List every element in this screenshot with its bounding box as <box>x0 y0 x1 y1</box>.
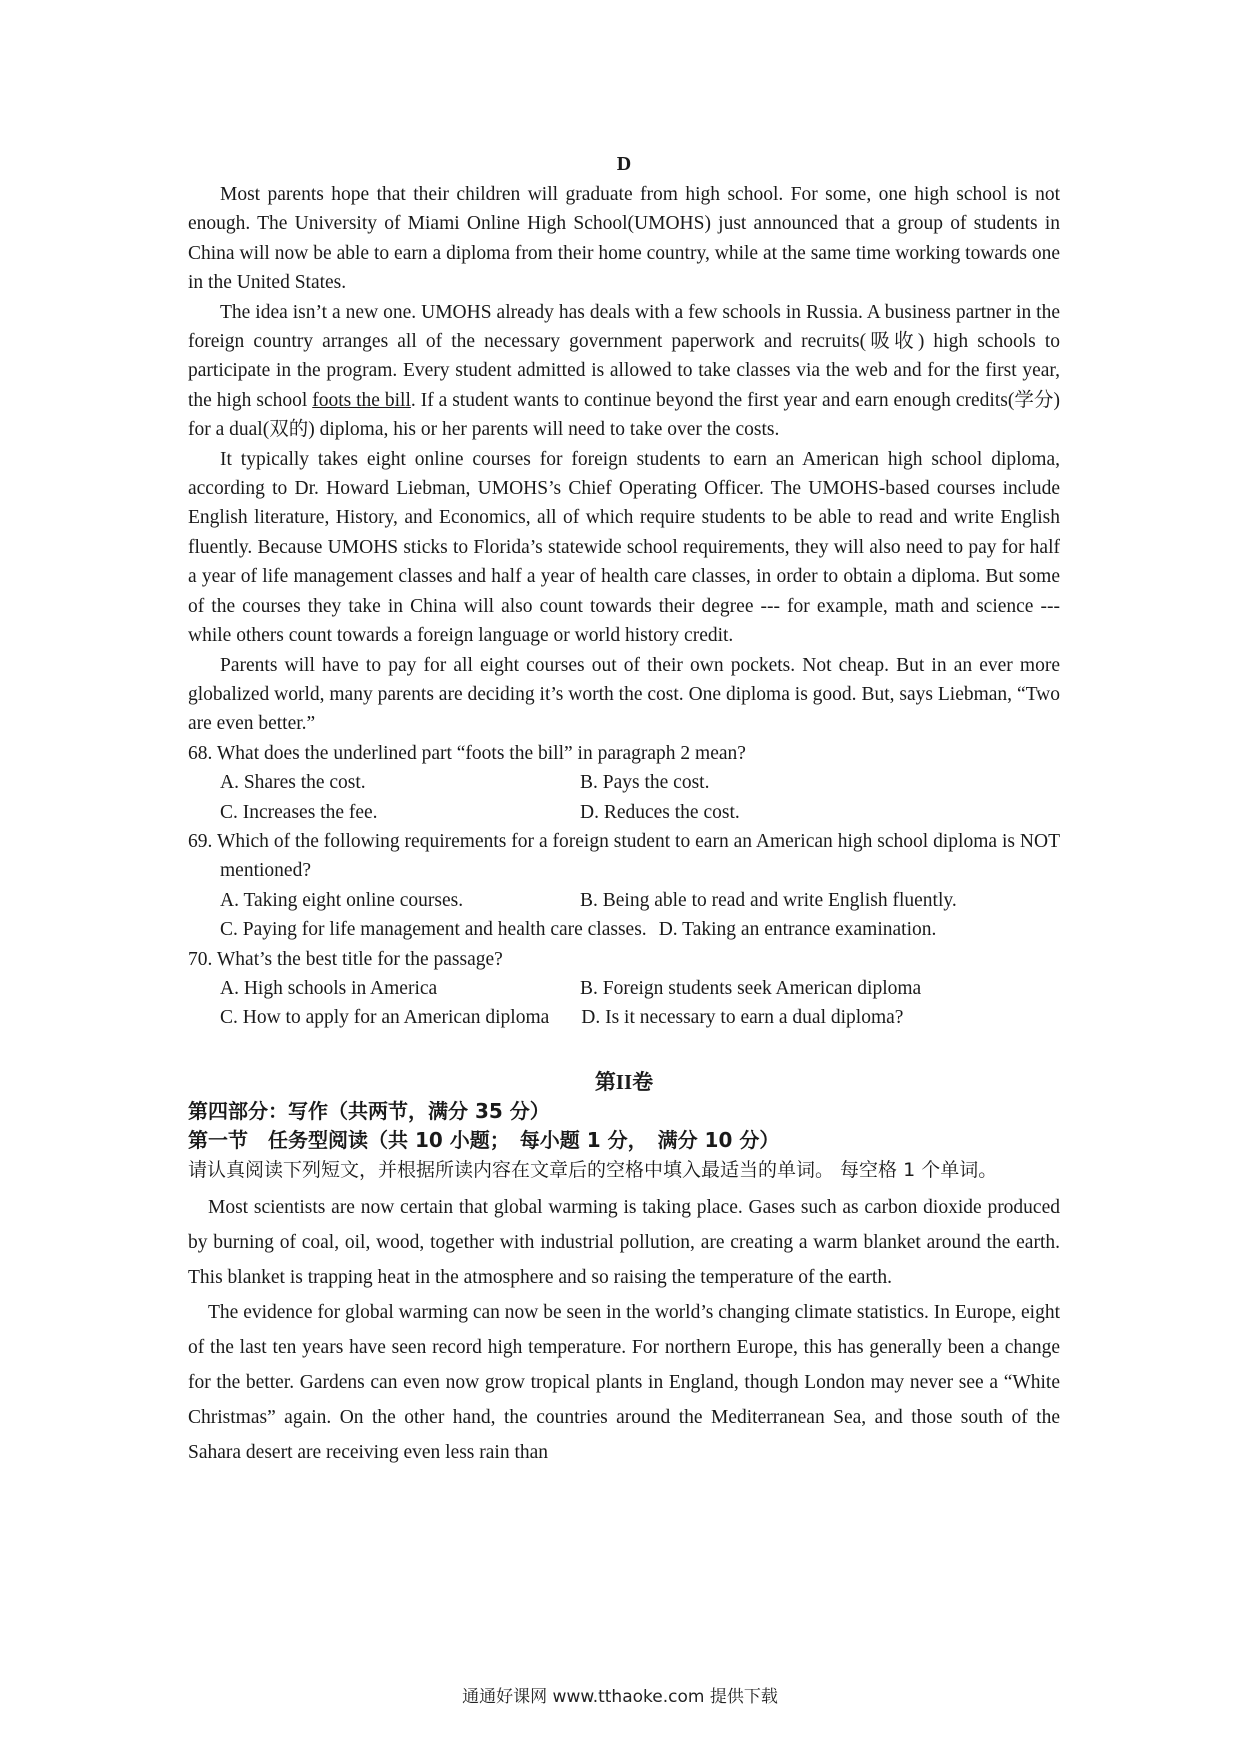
question-69-options-row2 <box>188 915 1060 944</box>
passage-paragraph-2 <box>188 298 1060 445</box>
task-reading-passage <box>188 1190 1060 1470</box>
option-c: C. Increases the fee. <box>220 801 378 823</box>
option-d: D. Is it necessary to earn a dual diploma? <box>581 1007 904 1029</box>
task-passage-paragraph-2: The evidence for global warming can now be seen in the world’s changing climate statistics. In Europe, eight of the last ten years have seen record high temperature. For northern Europe, this has generally been a change for the better. Gardens can even now grow tropical plants in England, though London may never see a “White Christmas” again. On the other hand, the countries around the Mediterranean Sea, and those south of the Sahara desert are receiving even less rain than <box>188 1301 1060 1463</box>
passage-paragraph-3: It typically takes eight online courses for foreign students to earn an American high school diploma, according to Dr. Howard Liebman, UMOHS’s Chief Operating Officer. The UMOHS-based courses include English literature, History, and Economics, all of which require students to be able to read and write English fluently. Because UMOHS sticks to Florida’s statewide school requirements, they will also need to pay for half a year of life management classes and half a year of health care classes, in order to obtain a diploma. But some of the courses they take in China will also count towards their degree --- for example, math and science --- while others count towards a foreign language or world history credit. <box>188 448 1060 647</box>
part-4-heading: 第四部分：写作（共两节，满分 35 分） <box>188 1098 550 1123</box>
option-d: D. Reduces the cost. <box>580 801 740 823</box>
option-b: B. Pays the cost. <box>580 772 710 794</box>
section-1-heading: 第一节 任务型阅读（共 10 小题； 每小题 1 分， 满分 10 分） <box>188 1127 780 1152</box>
question-68-stem: 68. What does the underlined part “foots the bill” in paragraph 2 mean? <box>188 742 746 764</box>
option-d: D. Taking an entrance examination. <box>658 919 937 941</box>
option-c: C. Paying for life management and health care classes. <box>220 919 647 941</box>
option-b: B. Being able to read and write English fluently. <box>580 889 957 911</box>
paragraph-2-text-before: The idea isn’t a new one. UMOHS already has deals with a few schools in Russia. A business partner in the foreign country arranges all of the necessary government paperwork and recruits(吸收) high schools to participate in the program. Every student admitted is allowed to take classes via the web and for the first year, the high school <box>188 301 1060 411</box>
question-70-stem: 70. What’s the best title for the passage? <box>188 948 503 970</box>
instruction-text: 请认真阅读下列短文，并根据所读内容在文章后的空格中填入最适当的单词。 每空格 1 个单词。 <box>188 1158 998 1181</box>
page-content <box>188 150 1060 1470</box>
volume-title: 第II卷 <box>594 1069 654 1094</box>
question-70-options-row1 <box>188 974 1060 1003</box>
question-70-options-row2 <box>188 1003 1060 1032</box>
option-a: A. Taking eight online courses. <box>220 889 464 911</box>
passage-paragraph-1: Most parents hope that their children will graduate from high school. For some, one high school is not enough. The University of Miami Online High School(UMOHS) just announced that a group of students in China will now be able to earn a diploma from their home country, while at the same time working towards one in the United States. <box>188 184 1060 294</box>
question-69-stem: 69. Which of the following requirements for a foreign student to earn an American high school diploma is NOT mentioned? <box>188 830 1060 882</box>
section-letter: D <box>616 153 632 175</box>
option-b: B. Foreign students seek American diploma <box>580 977 922 999</box>
question-69-options-row1 <box>188 886 1060 915</box>
underlined-phrase: foots the bill <box>312 389 411 411</box>
option-c: C. How to apply for an American diploma <box>220 1007 550 1029</box>
passage-paragraph-4: Parents will have to pay for all eight courses out of their own pockets. Not cheap. But in an ever more globalized world, many parents are deciding it’s worth the cost. One diploma is good. But, says Liebman, “Two are even better.” <box>188 654 1060 735</box>
option-a: A. Shares the cost. <box>220 772 366 794</box>
question-68-options <box>188 768 1060 827</box>
page-footer: 通通好课网 www.tthaoke.com 提供下载 <box>462 1687 778 1707</box>
paragraph-2-text-after: . If a student wants to continue beyond the first year and earn enough credits(学分) for a dual(双的) diploma, his or her parents will need to take over the costs. <box>188 389 1060 441</box>
task-passage-paragraph-1: Most scientists are now certain that global warming is taking place. Gases such as carbon dioxide produced by burning of coal, oil, wood, together with industrial pollution, are creating a warm blanket around the earth. This blanket is trapping heat in the atmosphere and so raising the temperature of the earth. <box>188 1196 1060 1288</box>
option-a: A. High schools in America <box>220 977 438 999</box>
